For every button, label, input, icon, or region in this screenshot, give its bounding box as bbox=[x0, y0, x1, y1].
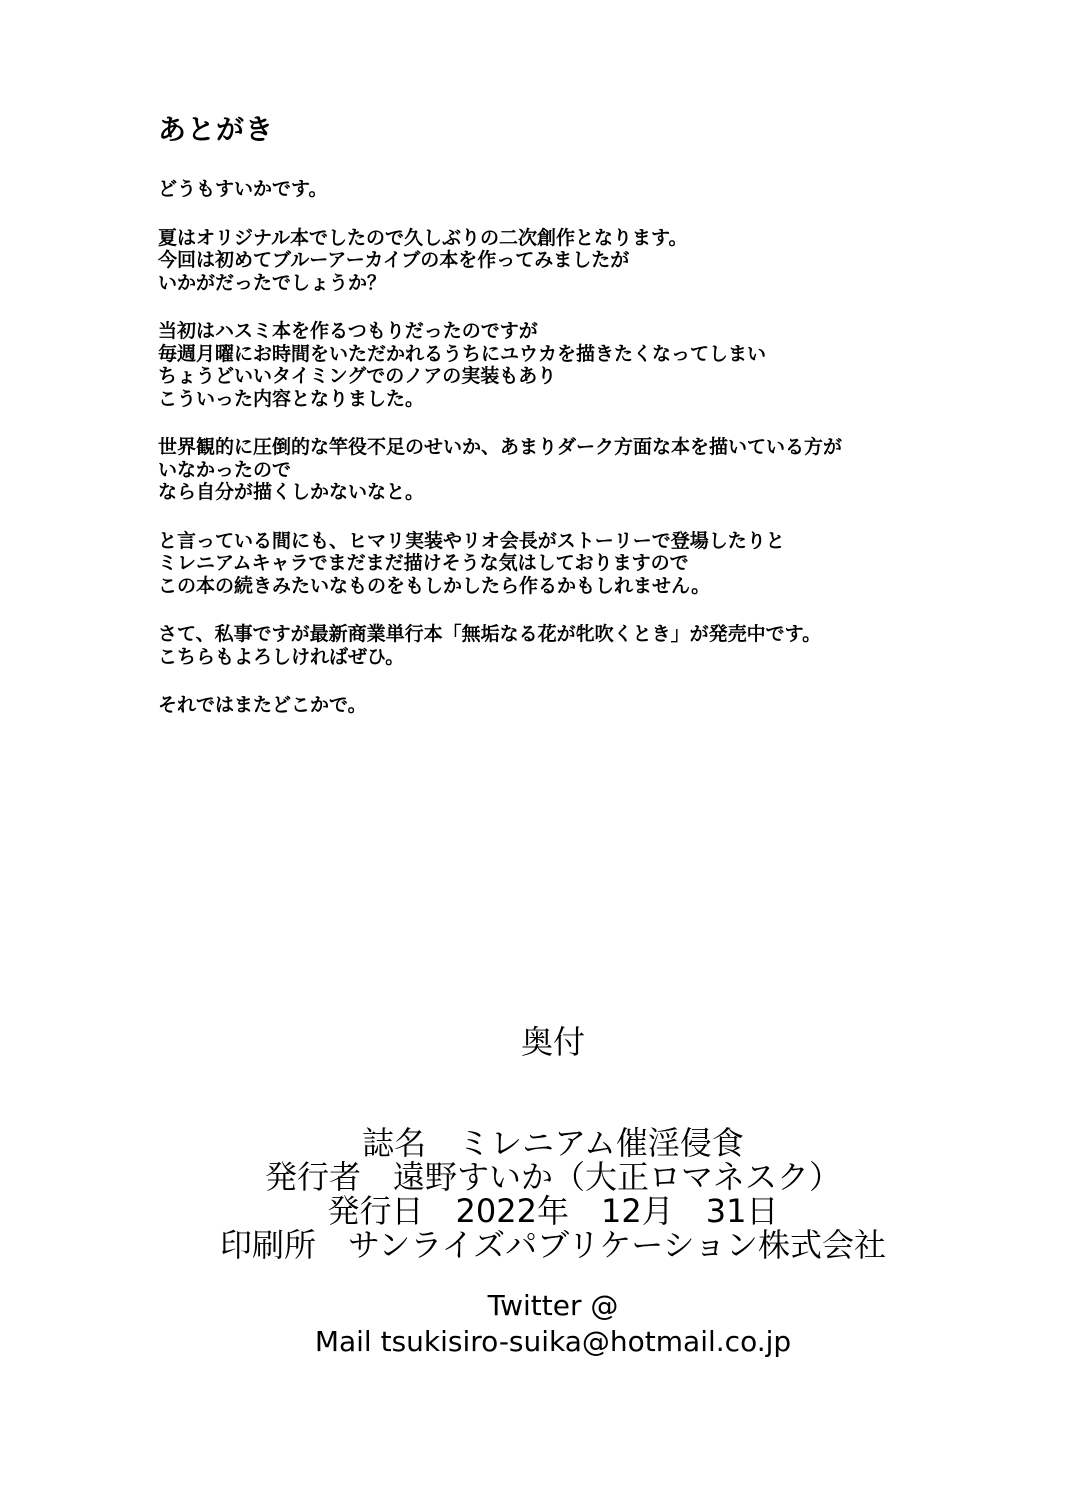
afterword-line: この本の続きみたいなものをもしかしたら作るかもしれません。 bbox=[158, 574, 711, 597]
afterword-paragraph bbox=[158, 320, 1038, 410]
afterword-line: いなかったので bbox=[158, 458, 292, 481]
colophon-printer: 印刷所 サンライズパブリケーション株式会社 bbox=[220, 1226, 886, 1264]
afterword-paragraph bbox=[158, 694, 1038, 717]
afterword-line: 夏はオリジナル本でしたので久しぶりの二次創作となります。 bbox=[158, 226, 688, 249]
afterword-line: ちょうどいいタイミングでのノアの実装もあり bbox=[158, 365, 557, 387]
afterword-line: 世界観的に圧倒的な竿役不足のせいか、あまりダーク方面な本を描いている方が bbox=[158, 436, 843, 458]
afterword-line: こういった内容となりました。 bbox=[158, 387, 425, 410]
afterword-line: と言っている間にも、ヒマリ実装やリオ会長がストーリーで登場したりと bbox=[158, 529, 785, 552]
afterword-line: 今回は初めてブルーアーカイブの本を作ってみましたが bbox=[158, 249, 630, 271]
afterword-line: ミレニアムキャラでまだまだ描けそうな気はしておりますので bbox=[158, 552, 689, 574]
colophon-title-of-book: 誌名 ミレニアム催淫侵食 bbox=[362, 1124, 744, 1162]
afterword-section bbox=[158, 112, 1038, 743]
contact-block bbox=[0, 1288, 1080, 1360]
afterword-line: 毎週月曜にお時間をいただかれるうちにユウカを描きたくなってしまい bbox=[158, 342, 767, 365]
afterword-line: 当初はハスミ本を作るつもりだったのですが bbox=[158, 320, 538, 342]
afterword-line: さて、私事ですが最新商業単行本「無垢なる花が牝吹くとき」が発売中です。 bbox=[158, 623, 822, 645]
colophon-publisher: 発行者 遠野すいか（大正ロマネスク） bbox=[264, 1158, 841, 1196]
mail-address: Mail tsukisiro-suika@hotmail.co.jp bbox=[314, 1325, 792, 1358]
twitter-handle: Twitter @ bbox=[487, 1289, 619, 1322]
afterword-line: こちらもよろしければぜひ。 bbox=[158, 645, 405, 668]
afterword-paragraph bbox=[158, 623, 1038, 668]
afterword-paragraph bbox=[158, 530, 1038, 598]
colophon-publish-date: 発行日 2022年 12月 31日 bbox=[327, 1192, 779, 1230]
afterword-paragraph bbox=[158, 227, 1038, 295]
afterword-line: どうもすいかです。 bbox=[158, 178, 328, 200]
colophon-title: 奥付 bbox=[520, 1023, 585, 1061]
afterword-paragraph bbox=[158, 436, 1038, 504]
afterword-line: なら自分が描くしかないなと。 bbox=[158, 481, 425, 503]
afterword-line: それではまたどこかで。 bbox=[158, 694, 367, 716]
afterword-line: いかがだったでしょうか？ bbox=[158, 271, 387, 294]
colophon-section bbox=[0, 1020, 1080, 1360]
afterword-title: あとがき bbox=[158, 113, 275, 146]
afterword-paragraph bbox=[158, 178, 1038, 201]
